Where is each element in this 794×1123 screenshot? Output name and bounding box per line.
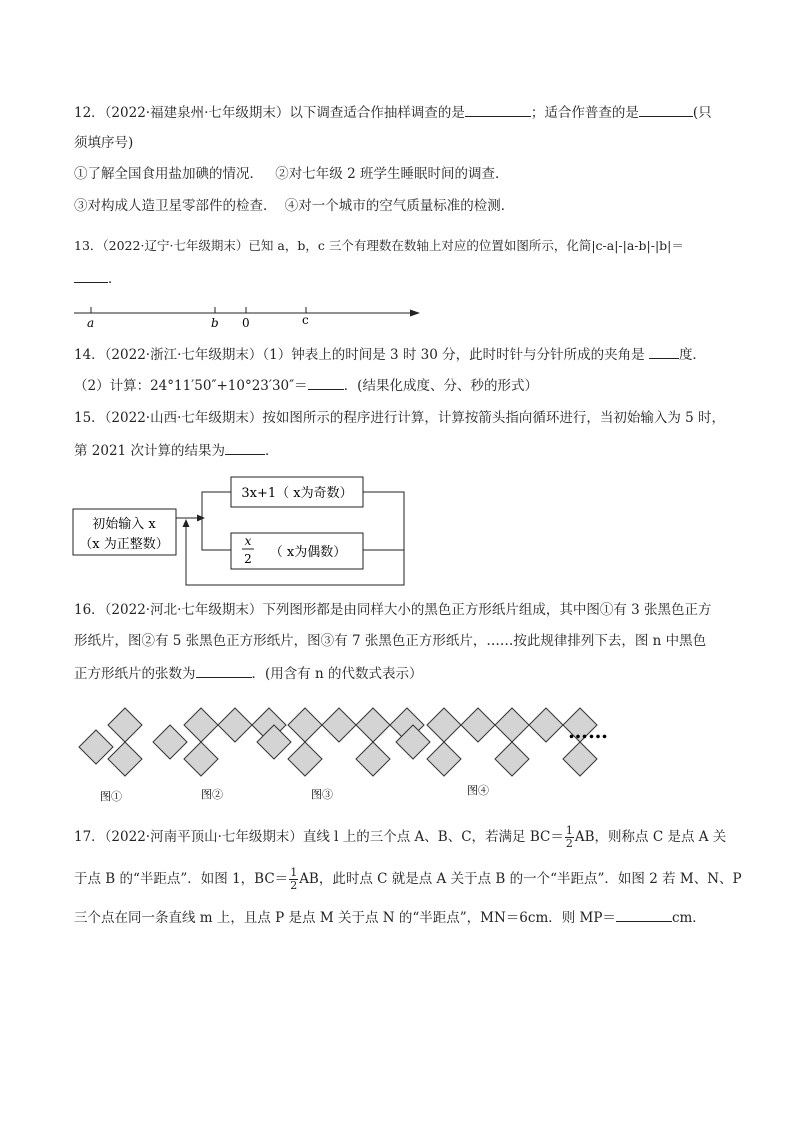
number-line-arrow-icon — [410, 310, 420, 317]
q12-text-c: (只 — [692, 105, 712, 121]
figure-3-square-3 — [288, 742, 322, 776]
q17-fraction-2: $\frac{1}{2}$ — [290, 866, 298, 892]
q17-text-d: AB，此时点 C 就是点 A 关于点 B 的一个“半距点”．如图 2 若 M、N、P — [299, 871, 742, 887]
q14-line2 — [74, 375, 538, 396]
figure-4-square-3 — [427, 742, 461, 776]
q17-blank[interactable] — [616, 907, 672, 922]
figure-4 — [396, 708, 597, 797]
label-zero: 0 — [242, 316, 250, 330]
odd-box-text: 3x+1（ x为奇数） — [241, 486, 353, 501]
figure-4-square-5 — [495, 708, 529, 742]
figure-4-square-9 — [563, 742, 597, 776]
figure-3-square-6 — [356, 742, 390, 776]
label-a: a — [87, 316, 95, 330]
right-branch-line — [363, 492, 404, 550]
q17-line2 — [74, 867, 742, 892]
q12-blank-2[interactable] — [639, 102, 693, 117]
q13-line1: 13．（2022·辽宁·七年级期末）已知 a，b，c 三个有理数在数轴上对应的位置如图所示，化简|c-a|-|a-b|-|b|＝ — [74, 238, 684, 253]
q12-blank-1[interactable] — [465, 102, 531, 117]
figure-2-square-1 — [153, 725, 187, 759]
q12-line1 — [74, 102, 712, 123]
q13-blank[interactable] — [74, 268, 108, 283]
q14-text-d: ．(结果化成度、分、秒的形式） — [343, 378, 538, 394]
q12-line2: 须填序号) — [74, 135, 134, 151]
figure-1 — [79, 708, 142, 803]
q13-line2 — [74, 268, 122, 289]
q15-text-b: ． — [264, 443, 279, 459]
q17-text-a: 17．（2022·河南平顶山·七年级期末）直线 l 上的三个点 A、B、C，若满足 BC＝ — [74, 829, 564, 845]
figure-4-square-4 — [461, 708, 495, 742]
figure-2-square-4 — [218, 708, 252, 742]
q16-line1: 16．（2022·河北·七年级期末）下列图形都是由同样大小的黑色正方形纸片组成，其中图①有 3 张黑色正方 — [74, 602, 712, 618]
q12-option-4: ④对一个城市的空气质量标准的检测． — [284, 198, 515, 214]
q16-text-a: 正方形纸片的张数为 — [74, 666, 196, 682]
q17-text-f: cm． — [671, 910, 706, 926]
q14-text-c: （2）计算：24°11′50″+10°23′30″＝ — [74, 378, 308, 394]
q16-figures — [70, 700, 650, 810]
label-c: c — [302, 313, 309, 327]
q12-text-b: ；适合作普查的是 — [530, 105, 639, 121]
q14-text-b: 度． — [678, 347, 706, 363]
figure-3-square-2 — [288, 708, 322, 742]
even-box-numerator: x — [244, 534, 252, 548]
q14-blank-1[interactable] — [649, 344, 679, 359]
q16-text-b: ．(用含有 n 的代数式表示） — [251, 666, 423, 682]
figure-4-square-7 — [529, 708, 563, 742]
q17-fraction-1: $\frac{1}{2}$ — [565, 824, 573, 850]
input-arrow-icon — [197, 515, 205, 522]
start-box-line1: 初始输入 x — [92, 517, 156, 532]
q17-text-c: 于点 B 的“半距点”．如图 1，BC＝ — [74, 871, 289, 887]
q12-options-row1 — [74, 164, 508, 184]
figure-3-square-4 — [322, 708, 356, 742]
q15-text-a: 第 2021 次计算的结果为 — [74, 443, 225, 459]
figure-2-square-3 — [184, 742, 218, 776]
q13-number-line — [70, 300, 430, 332]
even-box-text: （ x为偶数） — [269, 545, 347, 560]
q12-option-2: ②对七年级 2 班学生睡眠时间的调查． — [275, 166, 509, 182]
figure-4-label: 图④ — [467, 784, 489, 797]
q16-line2: 形纸片，图②有 5 张黑色正方形纸片，图③有 7 张黑色正方形纸片，……按此规律排列下去，图 n 中黑色 — [74, 633, 707, 649]
q12-text-a: 12．（2022·福建泉州·七年级期末）以下调查适合作抽样调查的是 — [74, 105, 465, 121]
label-b: b — [211, 316, 219, 330]
figure-ellipsis: …… — [568, 719, 608, 743]
figure-1-label: 图① — [100, 790, 122, 803]
q12-option-3: ③对构成人造卫星零部件的检查． — [74, 198, 277, 214]
q15-line2 — [74, 440, 278, 461]
figure-2-label: 图② — [201, 788, 223, 801]
even-box-denominator: 2 — [244, 552, 252, 566]
q15-flowchart — [72, 472, 412, 588]
q16-blank[interactable] — [196, 663, 252, 678]
figure-4-square-2 — [427, 708, 461, 742]
q12-options-row2 — [74, 196, 514, 216]
q14-blank-2[interactable] — [308, 375, 344, 390]
q15-blank[interactable] — [225, 440, 265, 455]
figure-4-square-6 — [495, 742, 529, 776]
return-arrow-icon — [183, 519, 190, 527]
start-box-line2: （x 为正整数） — [79, 537, 169, 552]
q17-line3 — [74, 907, 706, 928]
figure-3-label: 图③ — [311, 788, 333, 801]
q12-option-1: ①了解全国食用盐加碘的情况． — [74, 166, 263, 182]
left-branch-line — [202, 492, 231, 550]
figure-3-square-5 — [356, 708, 390, 742]
q17-text-b: AB，则称点 C 是点 A 关 — [574, 829, 727, 845]
figure-2 — [153, 708, 286, 801]
q17-line1 — [74, 825, 726, 850]
q14-text-a: 14．（2022·浙江·七年级期末）（1）钟表上的时间是 3 时 30 分，此时时针与分针所成的夹角是 — [74, 347, 645, 363]
q13-end: ． — [108, 271, 122, 287]
q15-line1: 15．（2022·山西·七年级期末）按如图所示的程序进行计算，计算按箭头指向循环进行，当初始输入为 5 时， — [74, 410, 726, 426]
figure-1-square-2 — [108, 708, 142, 742]
q17-text-e: 三个点在同一条直线 m 上，且点 P 是点 M 关于点 N 的“半距点”，MN＝6cm．则 MP＝ — [74, 910, 616, 926]
q16-line3 — [74, 663, 423, 684]
q14-line1 — [74, 344, 706, 365]
figure-2-square-2 — [184, 708, 218, 742]
